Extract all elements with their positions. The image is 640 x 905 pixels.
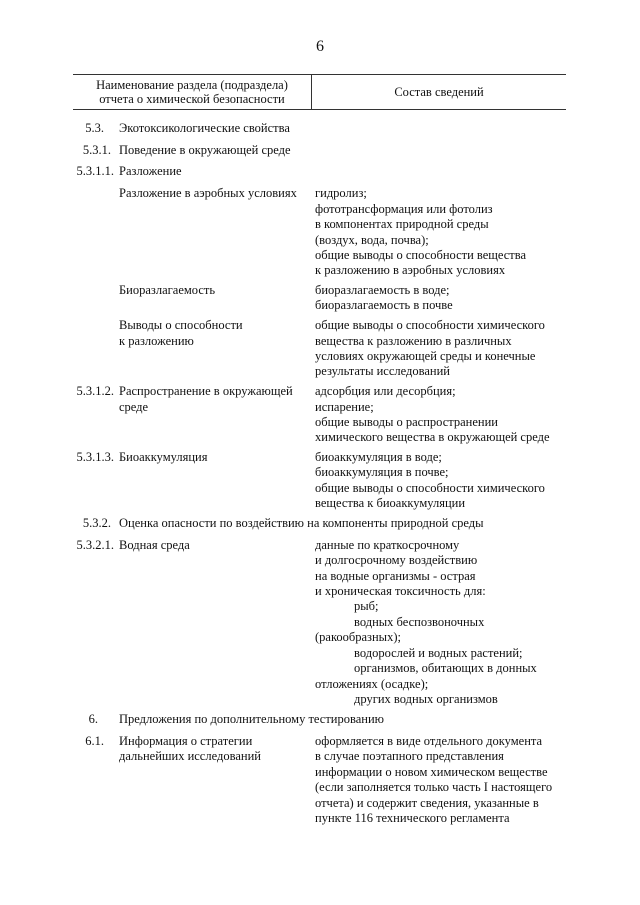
row-number: 6.1.	[85, 734, 104, 748]
row-desc-line: (ракообразных);	[315, 630, 401, 644]
page-number: 6	[316, 38, 324, 55]
row-desc-line: в компонентах природной среды	[315, 217, 489, 231]
row-name: Выводы о способности	[119, 318, 243, 332]
row-name: дальнейших исследований	[119, 749, 261, 763]
row-number: 5.3.1.	[82, 143, 111, 157]
row-name: Предложения по дополнительному тестированию	[119, 712, 384, 726]
row-desc-line: и долгосрочному воздействию	[315, 553, 478, 567]
row-name: Информация о стратегии	[119, 734, 253, 748]
row-desc-line: вещества к разложению в различных	[315, 334, 512, 348]
row-desc-line: к разложению в аэробных условиях	[315, 263, 506, 277]
row-desc-line: на водные организмы - острая	[315, 569, 476, 583]
row-name: Водная среда	[119, 538, 190, 552]
row-desc-line: общие выводы о способности вещества	[315, 248, 527, 262]
row-number: 6.	[88, 712, 98, 726]
row-desc-line: адсорбция или десорбция;	[315, 384, 456, 398]
row-desc-line: общие выводы о способности химического	[315, 318, 545, 332]
row-name: Распространение в окружающей	[119, 384, 293, 398]
header-contents: Состав сведений	[394, 85, 484, 99]
row-desc-line: общие выводы о способности химического	[315, 481, 545, 495]
row-desc-line: химического вещества в окружающей среде	[315, 430, 550, 444]
row-desc-line: условиях окружающей среды и конечные	[315, 349, 536, 363]
row-desc-line: фототрансформация или фотолиз	[315, 202, 493, 216]
row-desc-line: общие выводы о распространении	[315, 415, 498, 429]
row-desc-line: испарение;	[315, 400, 374, 414]
header-left-line: отчета о химической безопасности	[99, 92, 285, 106]
row-number: 5.3.1.3.	[76, 450, 114, 464]
row-desc-line: водорослей и водных растений;	[354, 646, 523, 660]
row-name: Поведение в окружающей среде	[119, 143, 291, 157]
row-desc-line: организмов, обитающих в донных	[354, 661, 537, 675]
row-desc-line: данные по краткосрочному	[315, 538, 460, 552]
row-desc-line: водных беспозвоночных	[354, 615, 485, 629]
row-number: 5.3.1.2.	[76, 384, 114, 398]
row-desc-line: биоразлагаемость в почве	[315, 298, 453, 312]
row-desc-line: гидролиз;	[315, 186, 367, 200]
header-left-line: Наименование раздела (подраздела)	[96, 78, 288, 92]
row-desc-line: вещества к биоаккумуляции	[315, 496, 466, 510]
row-name: Экотоксикологические свойства	[119, 121, 290, 135]
row-number: 5.3.2.	[82, 516, 111, 530]
row-desc-line: отложениях (осадке);	[315, 677, 429, 691]
row-name: Биоаккумуляция	[119, 450, 208, 464]
row-desc-line: пункте 116 технического регламента	[315, 811, 510, 825]
row-number: 5.3.	[85, 121, 104, 135]
row-desc-line: (если заполняется только часть I настоящего	[315, 780, 553, 794]
row-desc-line: биоаккумуляция в почве;	[315, 465, 449, 479]
table-header	[73, 74, 566, 110]
row-desc-line: рыб;	[354, 599, 379, 613]
row-name: Оценка опасности по воздействию на компоненты природной среды	[119, 516, 484, 530]
row-name: Разложение	[119, 164, 182, 178]
row-desc-line: и хроническая токсичность для:	[315, 584, 486, 598]
row-desc-line: в случае поэтапного представления	[315, 749, 504, 763]
row-desc-line: других водных организмов	[354, 692, 498, 706]
row-number: 5.3.2.1.	[76, 538, 114, 552]
row-desc-line: биоразлагаемость в воде;	[315, 283, 450, 297]
row-desc-line: отчета) и содержит сведения, указанные в	[315, 796, 539, 810]
row-desc-line: оформляется в виде отдельного документа	[315, 734, 543, 748]
header-section-name	[73, 75, 311, 109]
row-desc-line: биоаккумуляция в воде;	[315, 450, 442, 464]
row-name: Разложение в аэробных условиях	[119, 186, 297, 200]
row-name: среде	[119, 400, 149, 414]
row-desc-line: результаты исследований	[315, 364, 450, 378]
row-desc-line: информации о новом химическом веществе	[315, 765, 548, 779]
row-name: Биоразлагаемость	[119, 283, 216, 297]
row-desc-line: (воздух, вода, почва);	[315, 233, 429, 247]
row-name: к разложению	[119, 334, 194, 348]
row-number: 5.3.1.1.	[76, 164, 114, 178]
